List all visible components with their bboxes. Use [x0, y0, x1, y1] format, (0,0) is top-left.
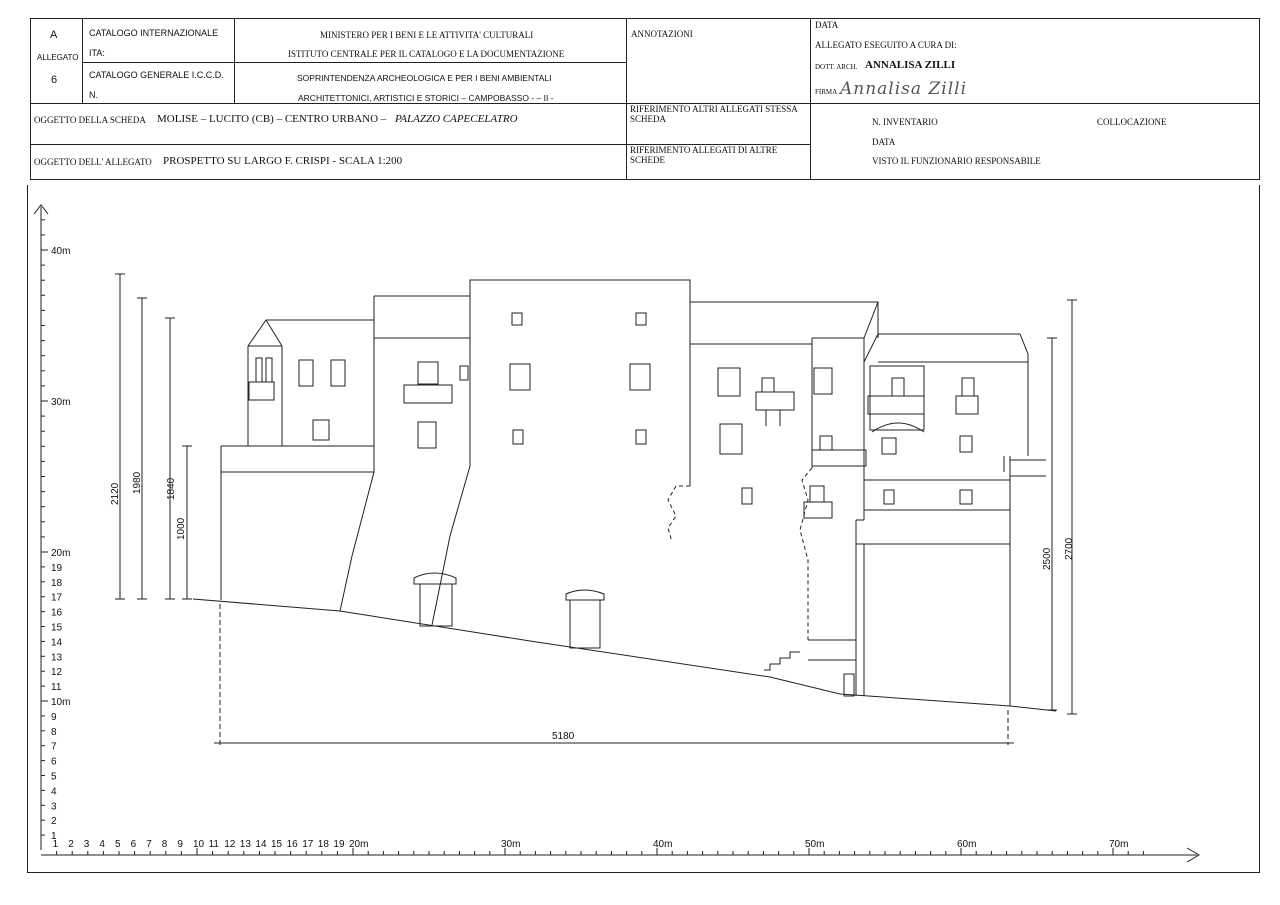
collocazione: COLLOCAZIONE — [1097, 117, 1167, 127]
horizontal-scale-label: 11 — [208, 839, 219, 850]
ita-label: ITA: — [89, 48, 105, 58]
horizontal-scale-label: 4 — [99, 839, 105, 850]
horizontal-scale-label: 5 — [115, 839, 121, 850]
vertical-scale-label: 2 — [51, 816, 57, 828]
dim-2700: 2700 — [1064, 537, 1075, 560]
author-name: ANNALISA ZILLI — [865, 59, 956, 71]
catalogo-internazionale: CATALOGO INTERNAZIONALE — [89, 28, 219, 38]
right-middle-block — [668, 280, 878, 696]
annotazioni: ANNOTAZIONI — [631, 29, 693, 39]
vertical-scale-label: 10m — [51, 697, 71, 708]
vertical-scale-label: 20m — [51, 548, 71, 559]
vertical-scale-label: 18 — [51, 577, 63, 589]
oggetto-scheda-italic: PALAZZO CAPECELATRO — [395, 113, 518, 125]
horizontal-scale-label: 30m — [501, 839, 521, 850]
data-label-2: DATA — [872, 137, 896, 147]
rif-stessa-2: SCHEDA — [630, 114, 667, 124]
firma-label: FIRMA — [815, 88, 838, 96]
horizontal-scale-label: 15 — [271, 839, 283, 850]
allegato-label: ALLEGATO — [37, 53, 79, 62]
signature: Annalisa Zilli — [840, 79, 968, 99]
horizontal-scale-label: 8 — [161, 839, 168, 850]
rif-stessa: RIFERIMENTO ALTRI ALLEGATI STESSA — [630, 104, 798, 114]
horizontal-scale-label: 12 — [224, 839, 236, 850]
vertical-scale-ticks — [41, 220, 48, 835]
vertical-scale-label: 13 — [51, 652, 63, 664]
horizontal-scale-label: 2 — [68, 839, 74, 850]
dott-arch: DOTT. ARCH. — [815, 63, 858, 71]
dim-1980: 1980 — [132, 471, 143, 494]
central-tower — [432, 280, 690, 648]
vertical-scale-label: 14 — [51, 637, 63, 649]
vertical-scale-label: 6 — [51, 756, 57, 768]
horizontal-scale-label: 16 — [286, 839, 298, 850]
horizontal-scale-labels — [53, 839, 1129, 850]
dimension-labels — [110, 471, 1075, 742]
oggetto-allegato-value: PROSPETTO SU LARGO F. CRISPI - SCALA 1:200 — [163, 155, 403, 167]
oggetto-scheda-label: OGGETTO DELLA SCHEDA — [34, 115, 146, 125]
dim-5180: 5180 — [552, 731, 575, 742]
right-dimension-lines — [1047, 300, 1077, 714]
vertical-scale-label: 30m — [51, 397, 71, 408]
horizontal-scale-label: 13 — [239, 839, 251, 850]
soprintendenza: SOPRINTENDENZA ARCHEOLOGICA E PER I BENI AMBIENTALI — [297, 73, 552, 83]
horizontal-scale-label: 6 — [130, 839, 137, 850]
vertical-scale-label: 11 — [51, 682, 62, 694]
vertical-scale-label: 15 — [51, 622, 63, 634]
horizontal-scale-label: 60m — [957, 839, 977, 850]
vertical-scale-label: 12 — [51, 667, 63, 679]
horizontal-scale-label: 18 — [317, 839, 329, 850]
vertical-scale-label: 19 — [51, 562, 63, 574]
allegato-number: 6 — [51, 74, 58, 86]
dim-1000: 1000 — [176, 517, 187, 540]
rif-altre-2: SCHEDE — [630, 155, 666, 165]
dim-2120: 2120 — [110, 482, 121, 505]
oggetto-allegato-label: OGGETTO DELL' ALLEGATO — [34, 157, 152, 167]
dim-2500: 2500 — [1042, 547, 1053, 570]
visto: VISTO IL FUNZIONARIO RESPONSABILE — [872, 156, 1041, 166]
horizontal-scale-label: 10 — [193, 839, 205, 850]
architettonici: ARCHITETTONICI, ARTISTICI E STORICI – CAMPOBASSO - – II - — [298, 93, 554, 103]
right-wing-building — [856, 302, 1046, 706]
horizontal-scale-label: 1 — [52, 839, 59, 850]
horizontal-scale-label: 7 — [146, 839, 152, 850]
vertical-scale-label: 7 — [51, 741, 57, 753]
vertical-scale-label: 16 — [51, 607, 63, 619]
vertical-scale-labels — [51, 246, 70, 842]
horizontal-scale-label: 17 — [302, 839, 314, 850]
horizontal-scale-label: 14 — [255, 839, 267, 850]
horizontal-scale-label: 70m — [1109, 839, 1129, 850]
oggetto-scheda-value: MOLISE – LUCITO (CB) – CENTRO URBANO – — [157, 113, 387, 125]
catalogo-generale: CATALOGO GENERALE I.C.C.D. — [89, 70, 224, 80]
vertical-scale-label: 1 — [51, 831, 57, 843]
vertical-scale-label: 8 — [51, 726, 57, 738]
vertical-scale-label: 17 — [51, 592, 63, 604]
horizontal-scale-label: 19 — [333, 839, 345, 850]
horizontal-scale-label: 3 — [83, 839, 90, 850]
allegato-eseguito: ALLEGATO ESEGUITO A CURA DI: — [815, 40, 957, 50]
horizontal-scale-label: 20m — [349, 839, 369, 850]
vertical-scale-label: 40m — [51, 246, 71, 257]
vertical-scale-label: 3 — [51, 801, 57, 813]
ministero: MINISTERO PER I BENI E LE ATTIVITA' CULTURALI — [320, 30, 534, 40]
vertical-scale-label: 5 — [51, 771, 57, 783]
n-inventario: N. INVENTARIO — [872, 117, 938, 127]
vertical-scale-label: 9 — [51, 711, 57, 723]
horizontal-scale-axis — [41, 848, 1199, 862]
allegato-letter: A — [50, 29, 58, 41]
ground-line — [193, 599, 1056, 711]
rif-altre: RIFERIMENTO ALLEGATI DI ALTRE — [630, 145, 778, 155]
left-wing-building — [221, 320, 374, 600]
vertical-scale-axis — [34, 205, 48, 850]
vertical-scale-label: 4 — [51, 786, 57, 798]
horizontal-scale-label: 9 — [177, 839, 183, 850]
horizontal-scale-ticks — [57, 848, 1144, 855]
second-block — [340, 296, 470, 626]
horizontal-scale-label: 40m — [653, 839, 673, 850]
data-label: DATA — [815, 20, 839, 30]
n-label: N. — [89, 90, 98, 100]
istituto: ISTITUTO CENTRALE PER IL CATALOGO E LA DOCUMENTAZIONE — [288, 49, 565, 59]
horizontal-scale-label: 50m — [805, 839, 825, 850]
dim-1840: 1840 — [166, 477, 177, 500]
